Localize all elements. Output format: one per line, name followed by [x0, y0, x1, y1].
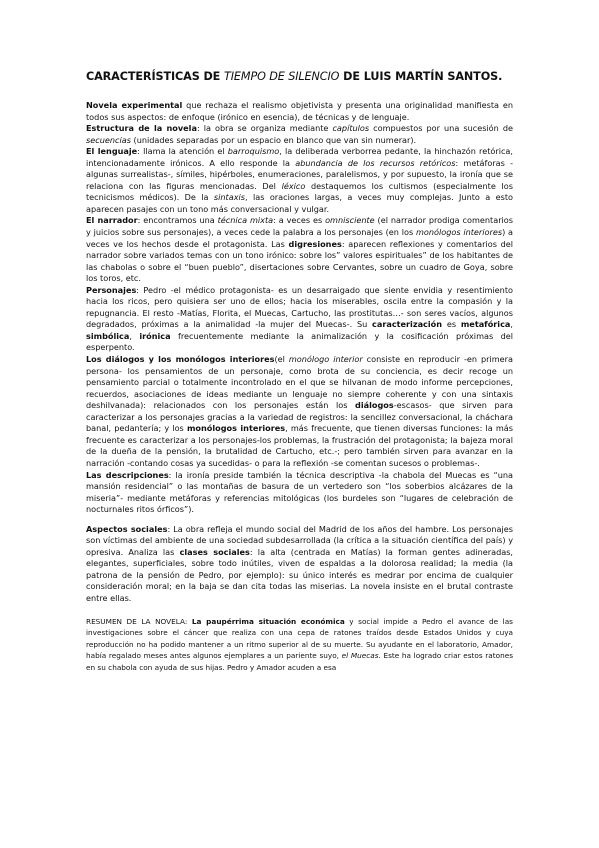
- paragraph-narrador: El narrador: encontramos una técnica mixta: a veces es omnisciente (el narrador prodiga comentarios y juicios sobre sus personajes), a veces cede la palabra a los personajes (en los monólogos interiores) a veces ve los hechos desde el protagonista. Las digresiones: aparecen reflexiones y comentarios del narrador sobre variados temas con un tono irónico: sobre los” valores espirituales” de los habitantes de las chabolas o sobre el “buen pueblo”, disertaciones sobre Cervantes, sobre un cuadro de Goya, sobre los toros, etc.: [86, 215, 513, 284]
- paragraph-personajes: Personajes: Pedro -el médico protagonista- es un desarraigado que siente envidia y resentimiento hacia los ricos, pero quisiera ser uno de ellos; hacia los miserables, oscila entre la compasión y la repugnancia. El resto -Matías, Florita, el Muecas, Cartucho, las prostitutas…- son seres vacíos, algunos degradados, próximas a la animalidad -la mujer del Muecas-. Su caracterización es metafórica, simbólica, irónica frecuentemente mediante la animalización y la cosificación próximas del esperpento.: [86, 284, 513, 353]
- paragraph-aspectos-sociales: Aspectos sociales: La obra refleja el mundo social del Madrid de los años del hambre. Los personajes son víctimas del ambiente de una sociedad subdesarrollada (la crítica a la situación científica del país) y opresiva. Analiza las clases sociales: la alta (centrada en Matías) la forman gentes adineradas, elegantes, superficiales, sobre todo inútiles, viven de espaldas a la dolorosa realidad; la media (la patrona de la pensión de Pedro, por ejemplo): su único interés es medrar por encima de cualquier consideración moral; en la baja se dan cita todas las miserias. La novela insiste en el brutal contraste entre ellas.: [86, 523, 514, 603]
- paragraph-lenguaje: El lenguaje: llama la atención el barroquismo, la deliberada verborrea pedante, la hinchazón retórica, intencionadamente irónicos. A ello responde la abundancia de los recursos retóricos: metáforas -algunas surrealistas-, símiles, hipérboles, enumeraciones, paralelismos, y por supuesto, la ironía que se relaciona con las figuras mencionadas. Del léxico destaquemos los cultismos (especialmente los tecnicismos médicos). De la sintaxis, las oraciones largas, a veces muy complejas. Junto a esto aparecen pasajes con un tono más conversacional y vulgar.: [86, 146, 514, 214]
- paragraph-descripciones: Las descripciones: la ironía preside también la técnica descriptiva -la chabola del Muecas es “una mansión residencial” o las montañas de basura de un vertedero son “los soberbios alcázares de la miseria”- mediante metáforas y referencias mitológicas (los burdeles son “lugares de celebración de nocturnales ritos órficos”).: [86, 469, 513, 515]
- paragraph-resumen: RESUMEN DE LA NOVELA: La paupérrima situación económica y social impide a Pedro el avance de las investigaciones sobre el cáncer que realiza con una cepa de ratones traídos desde Estados Unidos y cuya reproducción no ha podido mantener a un ritmo superior al de su muerte. Su ayudante en el laboratorio, Amador, había regalado meses antes algunos ejemplares a un pariente suyo, el Muecas. Este ha logrado criar estos ratones en su chabola con ayuda de sus hijas. Pedro y Amador acuden a esa: [86, 616, 513, 672]
- paragraph-estructura: Estructura de la novela: la obra se organiza mediante capítulos compuestos por una sucesión de secuencias (unidades separadas por un espacio en blanco que van sin numerar).: [86, 123, 514, 145]
- paragraph-dialogos: Los diálogos y los monólogos interiores(el monólogo interior consiste en reproducir -en primera persona- los pensamientos de un personaje, como brota de su conciencia, es decir recoge un pensamiento parcial o totalmente incontrolado en el que se hilvanan de modo informe percepciones, recuerdos, asociaciones de ideas mediante un lenguaje no siempre coherente y con una sintaxis deshilvanada): relacionados con los personajes están los diálogos-escasos- que sirven para caracterizar a los personajes gracias a la variedad de registros: la sencillez conversacional, la cháchara banal, pedantería; y los monólogos interiores, más frecuente, que tienen diversas funciones: la más frecuente es caracterizar a los personajes-los problemas, la frustración del protagonista; la bajeza moral de la dueña de la pensión, la brutalidad de Cartucho, etc.-; pero también sirven para avanzar en la narración -contando cosas ya sucedidas- o para la reflexión -se comentan sucesos o problemas-.: [86, 354, 514, 468]
- page-title: CARACTERÍSTICAS DE TIEMPO DE SILENCIO DE LUIS MARTÍN SANTOS.: [86, 70, 503, 83]
- novel-title: TIEMPO DE SILENCIO: [224, 70, 340, 83]
- paragraph-novela-experimental: Novela experimental que rechaza el realismo objetivista y presenta una originalidad manifiesta en todos sus aspectos: de enfoque (irónico en esencia), de técnicas y de lenguaje.: [86, 100, 513, 122]
- spacer: [86, 605, 513, 616]
- spacer: [86, 516, 513, 524]
